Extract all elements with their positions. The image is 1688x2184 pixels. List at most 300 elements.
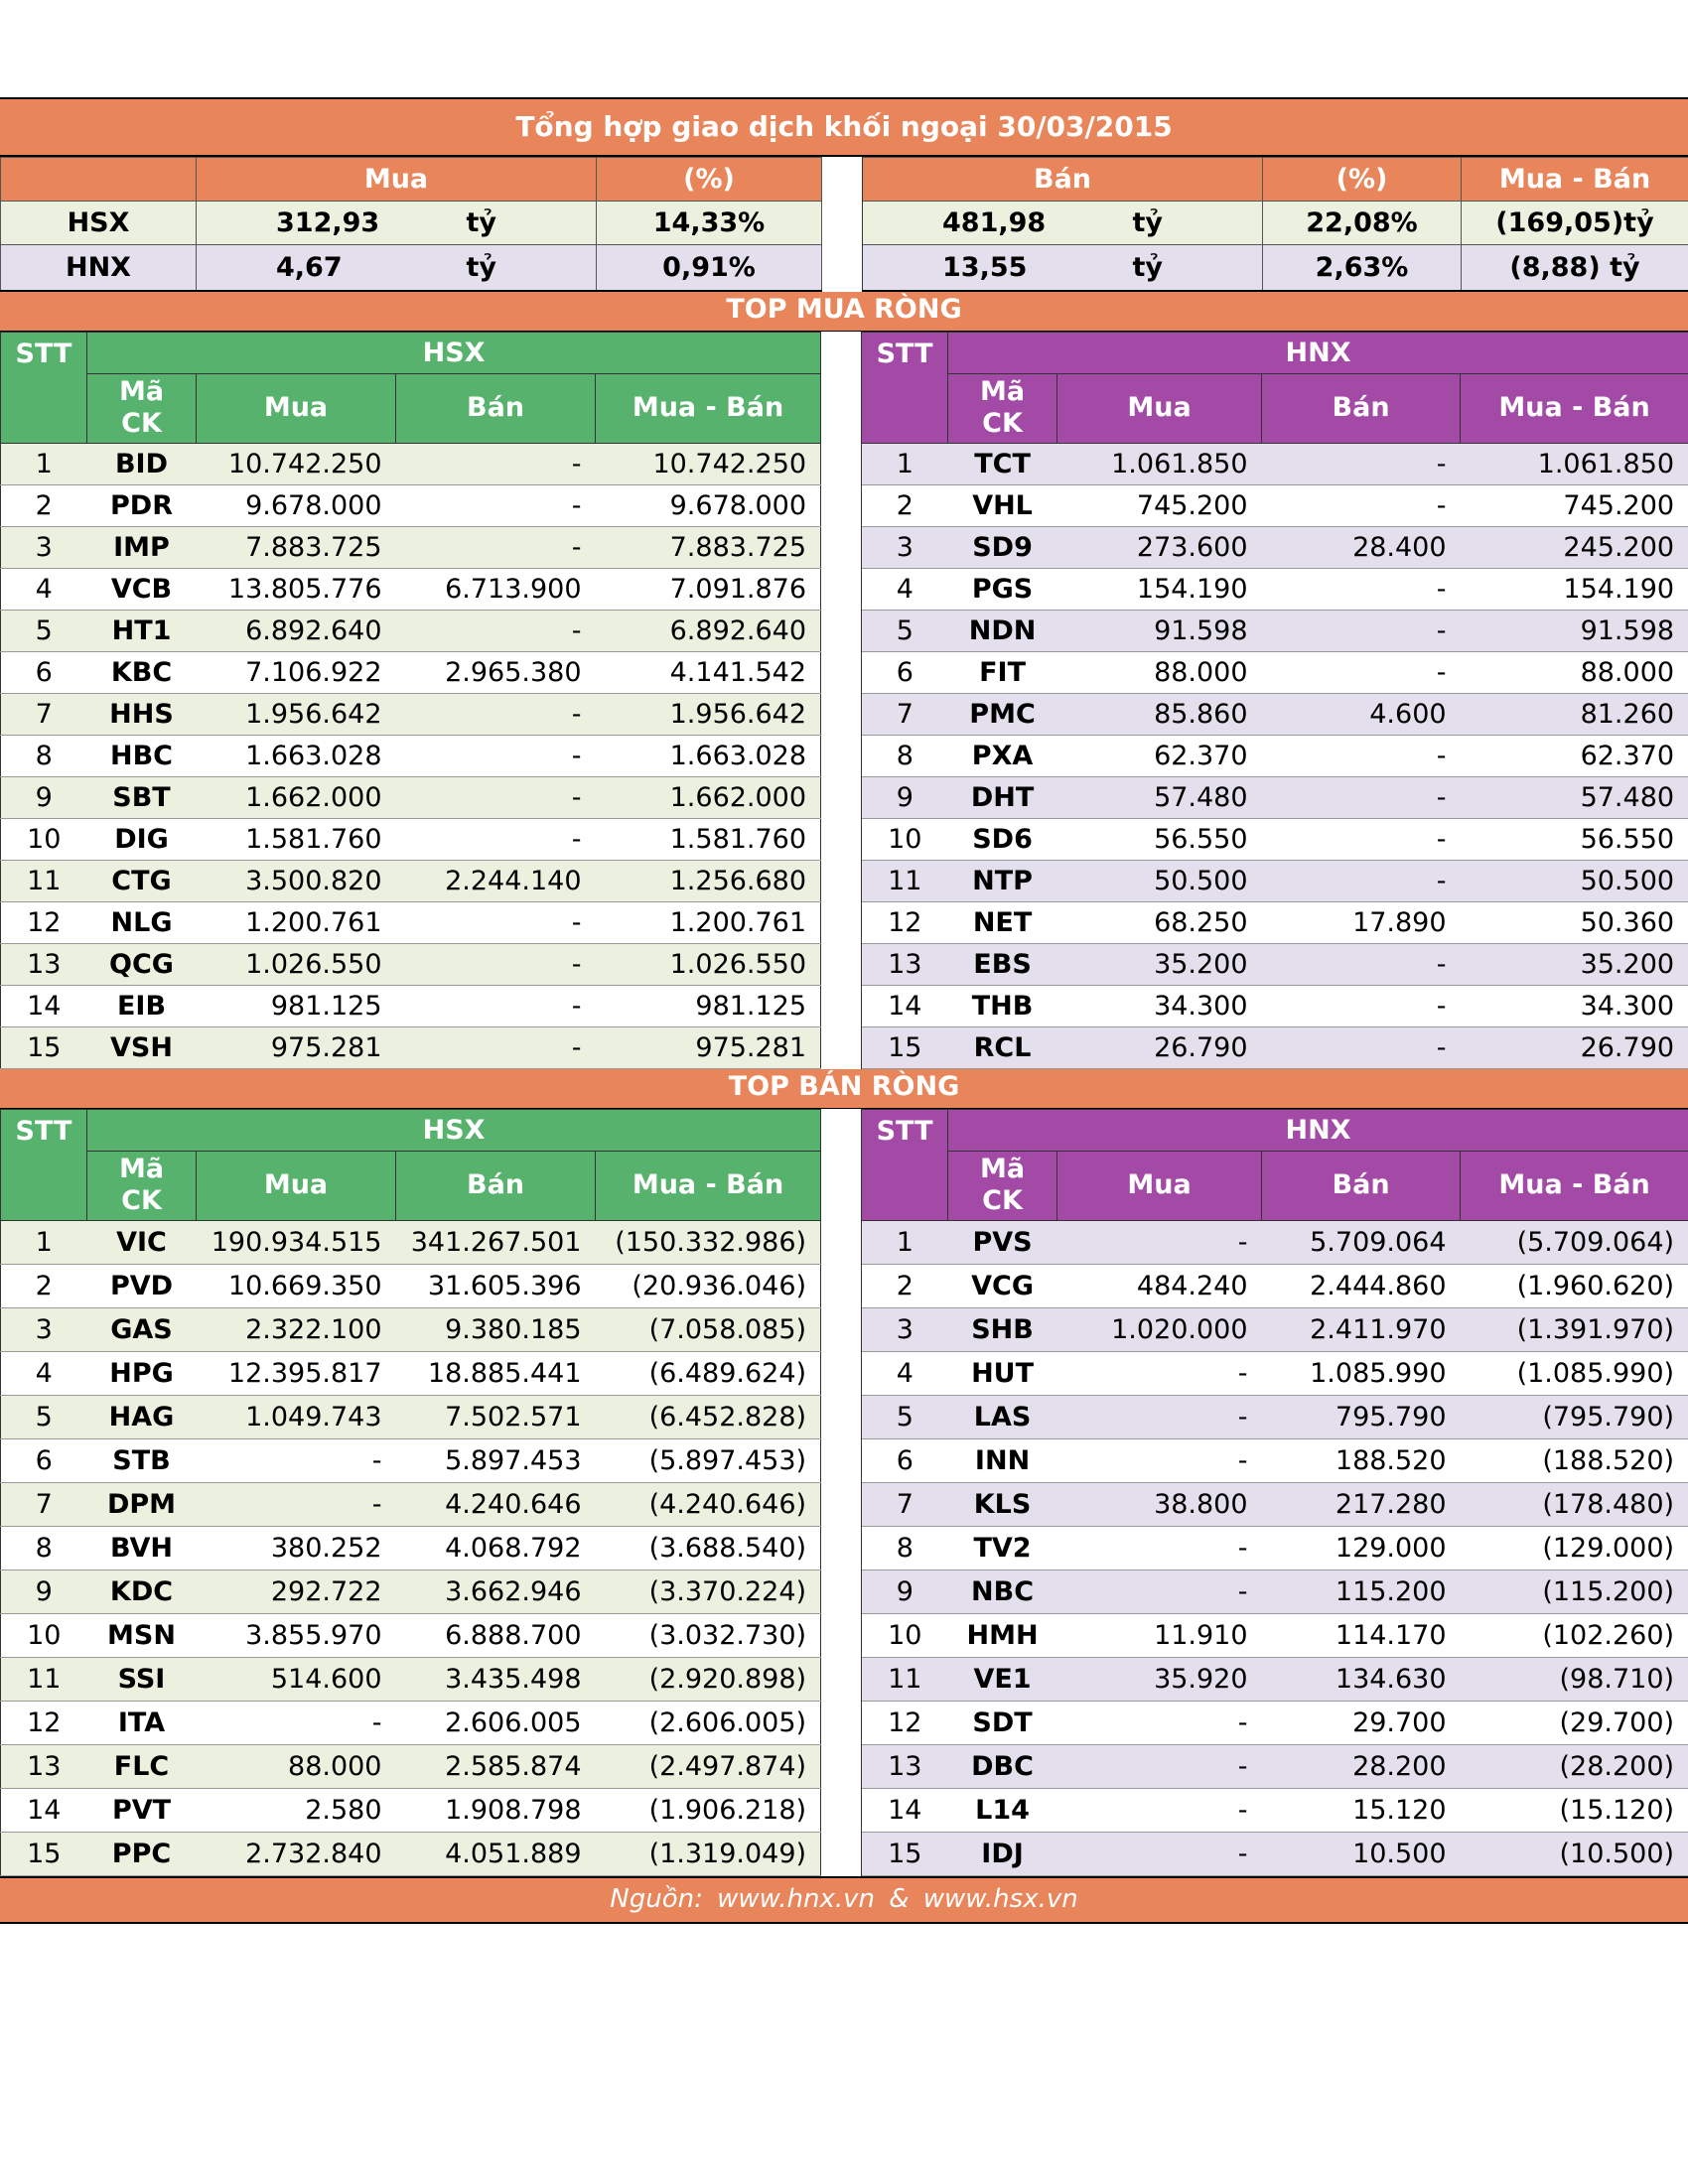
summary-header-blank: [1, 158, 197, 202]
hnx-row-net-value: 26.790: [1461, 1026, 1688, 1068]
table-row: [1, 443, 1688, 484]
hnx-row-net-value: (1.085.990): [1461, 1351, 1688, 1395]
col-header-stt: STT: [1, 1109, 87, 1220]
hnx-row-stt: 7: [862, 1482, 948, 1526]
hnx-row-net-value: 50.500: [1461, 860, 1688, 901]
hsx-row-stock-code: MSN: [87, 1613, 197, 1657]
hsx-row-buy-value: 2.322.100: [197, 1307, 396, 1351]
hnx-row-sell-value: -: [1262, 610, 1461, 651]
hnx-row-stt: 14: [862, 985, 948, 1026]
hsx-row-buy-value: 1.049.743: [197, 1395, 396, 1438]
hsx-row-stt: 13: [1, 943, 87, 985]
group-header-row: [1, 332, 1688, 373]
hsx-row-stt: 15: [1, 1026, 87, 1068]
hnx-row-stock-code: INN: [948, 1438, 1057, 1482]
hsx-row-stock-code: FLC: [87, 1744, 197, 1788]
hsx-row-stock-code: EIB: [87, 985, 197, 1026]
summary-buy-amount: 312,93: [276, 207, 380, 238]
hnx-row-sell-value: -: [1262, 860, 1461, 901]
summary-gap: [822, 158, 863, 202]
summary-sell-pct: 22,08%: [1263, 202, 1462, 245]
hsx-row-buy-value: 10.669.350: [197, 1264, 396, 1307]
table-row: [1, 1351, 1688, 1395]
hnx-row-stt: 15: [862, 1026, 948, 1068]
col-header-code-line1: Mã: [118, 1154, 165, 1184]
hnx-row-sell-value: 4.600: [1262, 693, 1461, 735]
hsx-row-buy-value: 2.580: [197, 1788, 396, 1832]
table-row: [1, 526, 1688, 568]
hnx-row-sell-value: 795.790: [1262, 1395, 1461, 1438]
hsx-row-sell-value: 4.240.646: [396, 1482, 596, 1526]
hsx-row-buy-value: 292.722: [197, 1570, 396, 1613]
col-header-stt: STT: [862, 1109, 948, 1220]
hnx-row-stt: 2: [862, 1264, 948, 1307]
table-row: [1, 1220, 1688, 1264]
hnx-row-stock-code: SDT: [948, 1701, 1057, 1744]
hnx-row-buy-value: 273.600: [1057, 526, 1262, 568]
hsx-row-stt: 13: [1, 1744, 87, 1788]
hnx-row-buy-value: -: [1057, 1570, 1262, 1613]
summary-unit: tỷ: [466, 251, 496, 283]
hnx-row-buy-value: -: [1057, 1395, 1262, 1438]
table-gap: [821, 332, 862, 443]
hnx-row-buy-value: 745.200: [1057, 484, 1262, 526]
hsx-row-stt: 9: [1, 1570, 87, 1613]
col-header-code: [948, 373, 1057, 443]
table-row: [1, 735, 1688, 776]
table-gap: [821, 484, 862, 526]
hnx-row-net-value: (15.120): [1461, 1788, 1688, 1832]
summary-header-row: [1, 158, 1688, 202]
hnx-row-stock-code: SD9: [948, 526, 1057, 568]
col-header-stt: STT: [1, 332, 87, 443]
hnx-row-buy-value: 62.370: [1057, 735, 1262, 776]
hsx-row-buy-value: 1.581.760: [197, 818, 396, 860]
hnx-row-net-value: 35.200: [1461, 943, 1688, 985]
hsx-row-net-value: 1.026.550: [596, 943, 821, 985]
hnx-row-sell-value: 17.890: [1262, 901, 1461, 943]
group-header-hnx: HNX: [948, 332, 1688, 373]
hsx-row-sell-value: 9.380.185: [396, 1307, 596, 1351]
hsx-row-stt: 12: [1, 1701, 87, 1744]
hsx-row-stt: 1: [1, 443, 87, 484]
hnx-row-stock-code: HUT: [948, 1351, 1057, 1395]
hnx-row-net-value: (10.500): [1461, 1832, 1688, 1875]
hsx-row-stt: 3: [1, 1307, 87, 1351]
hsx-row-stock-code: BVH: [87, 1526, 197, 1570]
hsx-row-stt: 15: [1, 1832, 87, 1875]
hsx-row-net-value: 1.956.642: [596, 693, 821, 735]
hsx-row-stock-code: SBT: [87, 776, 197, 818]
hnx-row-stt: 7: [862, 693, 948, 735]
table-row: [1, 1570, 1688, 1613]
hnx-row-stt: 10: [862, 1613, 948, 1657]
hsx-row-net-value: 1.581.760: [596, 818, 821, 860]
hsx-row-sell-value: -: [396, 943, 596, 985]
hnx-row-sell-value: 5.709.064: [1262, 1220, 1461, 1264]
hnx-row-stock-code: VHL: [948, 484, 1057, 526]
hsx-row-buy-value: 1.026.550: [197, 943, 396, 985]
table-gap: [821, 1482, 862, 1526]
hnx-row-stt: 5: [862, 1395, 948, 1438]
hnx-row-net-value: (178.480): [1461, 1482, 1688, 1526]
hnx-row-sell-value: -: [1262, 484, 1461, 526]
table-row: [1, 484, 1688, 526]
hsx-row-sell-value: 7.502.571: [396, 1395, 596, 1438]
col-header-net: Mua - Bán: [1461, 373, 1688, 443]
hsx-row-stt: 6: [1, 1438, 87, 1482]
hsx-row-buy-value: 7.883.725: [197, 526, 396, 568]
hnx-row-stock-code: L14: [948, 1788, 1057, 1832]
summary-sell-amount: 481,98: [942, 207, 1047, 238]
table-row: [1, 610, 1688, 651]
hsx-row-net-value: (6.489.624): [596, 1351, 821, 1395]
summary-header-sell-pct: (%): [1263, 158, 1462, 202]
summary-buy-value: [197, 245, 597, 291]
hsx-row-sell-value: -: [396, 985, 596, 1026]
hsx-row-buy-value: 514.600: [197, 1657, 396, 1701]
hsx-row-net-value: (5.897.453): [596, 1438, 821, 1482]
hnx-row-buy-value: 38.800: [1057, 1482, 1262, 1526]
col-header-buy: Mua: [1057, 1151, 1262, 1220]
hsx-row-net-value: (7.058.085): [596, 1307, 821, 1351]
table-gap: [821, 1395, 862, 1438]
hsx-row-buy-value: 380.252: [197, 1526, 396, 1570]
hnx-row-net-value: 34.300: [1461, 985, 1688, 1026]
hsx-row-net-value: 7.883.725: [596, 526, 821, 568]
hsx-row-stt: 1: [1, 1220, 87, 1264]
col-header-buy: Mua: [1057, 373, 1262, 443]
table-gap: [821, 1526, 862, 1570]
hsx-row-sell-value: 4.051.889: [396, 1832, 596, 1875]
hsx-row-buy-value: 88.000: [197, 1744, 396, 1788]
hsx-row-stock-code: KDC: [87, 1570, 197, 1613]
source-footer: Nguồn: www.hnx.vn & www.hsx.vn: [0, 1876, 1688, 1924]
hnx-row-stock-code: NDN: [948, 610, 1057, 651]
hsx-row-stt: 11: [1, 860, 87, 901]
hnx-row-buy-value: 57.480: [1057, 776, 1262, 818]
hnx-row-sell-value: 10.500: [1262, 1832, 1461, 1875]
hnx-row-buy-value: 1.020.000: [1057, 1307, 1262, 1351]
hnx-row-stt: 15: [862, 1832, 948, 1875]
hsx-row-stt: 7: [1, 693, 87, 735]
col-header-net: Mua - Bán: [1461, 1151, 1688, 1220]
col-header-net: Mua - Bán: [596, 1151, 821, 1220]
hsx-row-net-value: 1.662.000: [596, 776, 821, 818]
hsx-row-sell-value: 4.068.792: [396, 1526, 596, 1570]
hnx-row-stock-code: THB: [948, 985, 1057, 1026]
table-gap: [821, 568, 862, 610]
hsx-row-sell-value: 31.605.396: [396, 1264, 596, 1307]
hnx-row-sell-value: 217.280: [1262, 1482, 1461, 1526]
hnx-row-net-value: (795.790): [1461, 1395, 1688, 1438]
table-gap: [821, 1109, 862, 1220]
hsx-row-net-value: (150.332.986): [596, 1220, 821, 1264]
col-header-sell: Bán: [1262, 1151, 1461, 1220]
hnx-row-sell-value: -: [1262, 443, 1461, 484]
hsx-row-sell-value: 2.585.874: [396, 1744, 596, 1788]
hsx-row-stt: 11: [1, 1657, 87, 1701]
hnx-row-stock-code: DBC: [948, 1744, 1057, 1788]
table-row: [1, 818, 1688, 860]
col-header-code: [87, 373, 197, 443]
table-row: [1, 943, 1688, 985]
summary-exchange-label: HNX: [1, 245, 197, 291]
hnx-row-stt: 8: [862, 735, 948, 776]
col-header-net: Mua - Bán: [596, 373, 821, 443]
hsx-row-buy-value: 981.125: [197, 985, 396, 1026]
table-gap: [821, 1657, 862, 1701]
hsx-row-stock-code: VIC: [87, 1220, 197, 1264]
col-header-sell: Bán: [396, 1151, 596, 1220]
hnx-row-buy-value: 484.240: [1057, 1264, 1262, 1307]
hsx-row-net-value: (2.920.898): [596, 1657, 821, 1701]
hnx-row-net-value: 57.480: [1461, 776, 1688, 818]
hsx-row-net-value: 1.200.761: [596, 901, 821, 943]
hnx-row-net-value: 62.370: [1461, 735, 1688, 776]
hnx-row-net-value: 745.200: [1461, 484, 1688, 526]
hnx-row-stt: 9: [862, 776, 948, 818]
hsx-row-net-value: 7.091.876: [596, 568, 821, 610]
hnx-row-sell-value: 134.630: [1262, 1657, 1461, 1701]
summary-buy-pct: 0,91%: [597, 245, 822, 291]
hsx-row-buy-value: 13.805.776: [197, 568, 396, 610]
hnx-row-stt: 3: [862, 526, 948, 568]
hnx-row-sell-value: 2.411.970: [1262, 1307, 1461, 1351]
col-header-code-line1: Mã: [980, 1154, 1026, 1184]
table-gap: [821, 818, 862, 860]
summary-header-buy: Mua: [197, 158, 597, 202]
hsx-row-stock-code: PPC: [87, 1832, 197, 1875]
hnx-row-stock-code: TV2: [948, 1526, 1057, 1570]
table-gap: [821, 1264, 862, 1307]
hsx-row-sell-value: 18.885.441: [396, 1351, 596, 1395]
hsx-row-buy-value: 7.106.922: [197, 651, 396, 693]
table-row: [1, 1307, 1688, 1351]
summary-header-sell: Bán: [863, 158, 1263, 202]
hsx-row-net-value: 9.678.000: [596, 484, 821, 526]
hnx-row-sell-value: -: [1262, 818, 1461, 860]
hsx-row-stock-code: HT1: [87, 610, 197, 651]
summary-row-hsx: [1, 202, 1688, 245]
hnx-row-buy-value: -: [1057, 1701, 1262, 1744]
table-gap: [821, 1744, 862, 1788]
hnx-row-net-value: (5.709.064): [1461, 1220, 1688, 1264]
hnx-row-stt: 1: [862, 1220, 948, 1264]
hnx-row-buy-value: -: [1057, 1832, 1262, 1875]
hnx-row-stock-code: VCG: [948, 1264, 1057, 1307]
hsx-row-stt: 5: [1, 1395, 87, 1438]
hnx-row-stt: 1: [862, 443, 948, 484]
table-gap: [821, 776, 862, 818]
hnx-row-buy-value: -: [1057, 1438, 1262, 1482]
hnx-row-stock-code: EBS: [948, 943, 1057, 985]
hnx-row-stt: 14: [862, 1788, 948, 1832]
hnx-row-stock-code: TCT: [948, 443, 1057, 484]
hsx-row-net-value: (2.606.005): [596, 1701, 821, 1744]
summary-sell-value: [863, 245, 1263, 291]
hsx-row-net-value: 981.125: [596, 985, 821, 1026]
hnx-row-net-value: (188.520): [1461, 1438, 1688, 1482]
col-header-sell: Bán: [396, 373, 596, 443]
summary-row-hnx: [1, 245, 1688, 291]
hnx-row-sell-value: 2.444.860: [1262, 1264, 1461, 1307]
table-gap: [821, 1832, 862, 1875]
hsx-row-stock-code: ITA: [87, 1701, 197, 1744]
table-row: [1, 985, 1688, 1026]
hnx-row-stt: 12: [862, 901, 948, 943]
top-buy-table: [0, 332, 1688, 1069]
hnx-row-sell-value: 114.170: [1262, 1613, 1461, 1657]
hsx-row-net-value: 6.892.640: [596, 610, 821, 651]
hnx-row-net-value: 245.200: [1461, 526, 1688, 568]
group-header-hsx: HSX: [87, 332, 821, 373]
hnx-row-sell-value: 15.120: [1262, 1788, 1461, 1832]
col-header-buy: Mua: [197, 1151, 396, 1220]
table-gap: [821, 1701, 862, 1744]
hsx-row-net-value: 10.742.250: [596, 443, 821, 484]
hsx-row-stock-code: SSI: [87, 1657, 197, 1701]
report-title: Tổng hợp giao dịch khối ngoại 30/03/2015: [0, 97, 1688, 157]
summary-buy-amount: 4,67: [276, 251, 343, 283]
table-row: [1, 1788, 1688, 1832]
hnx-row-net-value: (1.391.970): [1461, 1307, 1688, 1351]
table-gap: [821, 443, 862, 484]
hnx-row-stock-code: KLS: [948, 1482, 1057, 1526]
hsx-row-net-value: (2.497.874): [596, 1744, 821, 1788]
hsx-row-stt: 4: [1, 1351, 87, 1395]
hsx-row-net-value: 975.281: [596, 1026, 821, 1068]
hsx-row-sell-value: -: [396, 693, 596, 735]
table-gap: [821, 1438, 862, 1482]
table-gap: [821, 1788, 862, 1832]
table-row: [1, 860, 1688, 901]
table-row: [1, 1482, 1688, 1526]
hsx-row-buy-value: 1.663.028: [197, 735, 396, 776]
hnx-row-buy-value: 26.790: [1057, 1026, 1262, 1068]
hsx-row-sell-value: 2.965.380: [396, 651, 596, 693]
table-gap: [821, 693, 862, 735]
hsx-row-sell-value: 5.897.453: [396, 1438, 596, 1482]
hnx-row-stock-code: NBC: [948, 1570, 1057, 1613]
hnx-row-stt: 11: [862, 860, 948, 901]
hnx-row-stock-code: SD6: [948, 818, 1057, 860]
hnx-row-buy-value: -: [1057, 1744, 1262, 1788]
hsx-row-sell-value: 341.267.501: [396, 1220, 596, 1264]
hnx-row-net-value: 81.260: [1461, 693, 1688, 735]
hnx-row-stt: 2: [862, 484, 948, 526]
table-gap: [821, 1307, 862, 1351]
hnx-row-sell-value: 1.085.990: [1262, 1351, 1461, 1395]
hsx-row-sell-value: 3.435.498: [396, 1657, 596, 1701]
hsx-row-stt: 10: [1, 1613, 87, 1657]
hsx-row-stock-code: IMP: [87, 526, 197, 568]
hsx-row-stock-code: STB: [87, 1438, 197, 1482]
summary-net: (169,05)tỷ: [1462, 202, 1688, 245]
table-row: [1, 1613, 1688, 1657]
hsx-row-stock-code: HAG: [87, 1395, 197, 1438]
table-row: [1, 1438, 1688, 1482]
hsx-row-net-value: 1.663.028: [596, 735, 821, 776]
hsx-row-sell-value: 6.888.700: [396, 1613, 596, 1657]
hnx-row-sell-value: -: [1262, 1026, 1461, 1068]
hsx-row-net-value: (4.240.646): [596, 1482, 821, 1526]
hnx-row-buy-value: 68.250: [1057, 901, 1262, 943]
hsx-row-stock-code: DPM: [87, 1482, 197, 1526]
top-buy-rows: [1, 443, 1688, 1068]
hsx-row-buy-value: 9.678.000: [197, 484, 396, 526]
hnx-row-sell-value: 115.200: [1262, 1570, 1461, 1613]
table-row: [1, 1526, 1688, 1570]
hsx-row-stock-code: HPG: [87, 1351, 197, 1395]
hnx-row-buy-value: -: [1057, 1526, 1262, 1570]
foreign-trading-report: [0, 97, 1688, 1924]
hsx-row-buy-value: -: [197, 1438, 396, 1482]
table-row: [1, 776, 1688, 818]
hsx-row-net-value: (3.032.730): [596, 1613, 821, 1657]
hsx-row-buy-value: -: [197, 1701, 396, 1744]
summary-exchange-label: HSX: [1, 202, 197, 245]
table-gap: [821, 943, 862, 985]
hsx-row-sell-value: -: [396, 901, 596, 943]
hnx-row-sell-value: -: [1262, 651, 1461, 693]
group-header-row: [1, 1109, 1688, 1151]
hsx-row-net-value: (6.452.828): [596, 1395, 821, 1438]
hsx-row-stt: 7: [1, 1482, 87, 1526]
hnx-row-sell-value: -: [1262, 776, 1461, 818]
hnx-row-buy-value: 85.860: [1057, 693, 1262, 735]
hnx-row-sell-value: -: [1262, 735, 1461, 776]
hnx-row-stt: 6: [862, 651, 948, 693]
summary-buy-value: [197, 202, 597, 245]
hnx-row-buy-value: -: [1057, 1788, 1262, 1832]
group-header-hnx: HNX: [948, 1109, 1688, 1151]
hsx-row-sell-value: -: [396, 443, 596, 484]
top-sell-rows: [1, 1220, 1688, 1875]
summary-unit: tỷ: [466, 207, 496, 238]
summary-header-net: Mua - Bán: [1462, 158, 1688, 202]
top-sell-title: TOP BÁN RÒNG: [0, 1069, 1688, 1109]
hnx-row-stt: 3: [862, 1307, 948, 1351]
hsx-row-stock-code: BID: [87, 443, 197, 484]
hnx-row-stt: 9: [862, 1570, 948, 1613]
summary-unit: tỷ: [1132, 251, 1163, 283]
table-row: [1, 651, 1688, 693]
group-header-hsx: HSX: [87, 1109, 821, 1151]
hnx-row-buy-value: 88.000: [1057, 651, 1262, 693]
col-header-code: [87, 1151, 197, 1220]
hnx-row-sell-value: 28.400: [1262, 526, 1461, 568]
hnx-row-buy-value: 11.910: [1057, 1613, 1262, 1657]
hsx-row-buy-value: 3.500.820: [197, 860, 396, 901]
hsx-row-buy-value: 2.732.840: [197, 1832, 396, 1875]
hnx-row-sell-value: -: [1262, 568, 1461, 610]
hsx-row-stock-code: QCG: [87, 943, 197, 985]
hnx-row-stock-code: FIT: [948, 651, 1057, 693]
hsx-row-sell-value: -: [396, 818, 596, 860]
hnx-row-stt: 8: [862, 1526, 948, 1570]
hsx-row-sell-value: -: [396, 1026, 596, 1068]
hnx-row-net-value: 50.360: [1461, 901, 1688, 943]
hsx-row-stock-code: KBC: [87, 651, 197, 693]
hsx-row-buy-value: 1.200.761: [197, 901, 396, 943]
hnx-row-buy-value: 91.598: [1057, 610, 1262, 651]
hsx-row-stt: 14: [1, 985, 87, 1026]
table-row: [1, 1744, 1688, 1788]
hsx-row-stt: 8: [1, 1526, 87, 1570]
col-header-code: [948, 1151, 1057, 1220]
hsx-row-stock-code: GAS: [87, 1307, 197, 1351]
